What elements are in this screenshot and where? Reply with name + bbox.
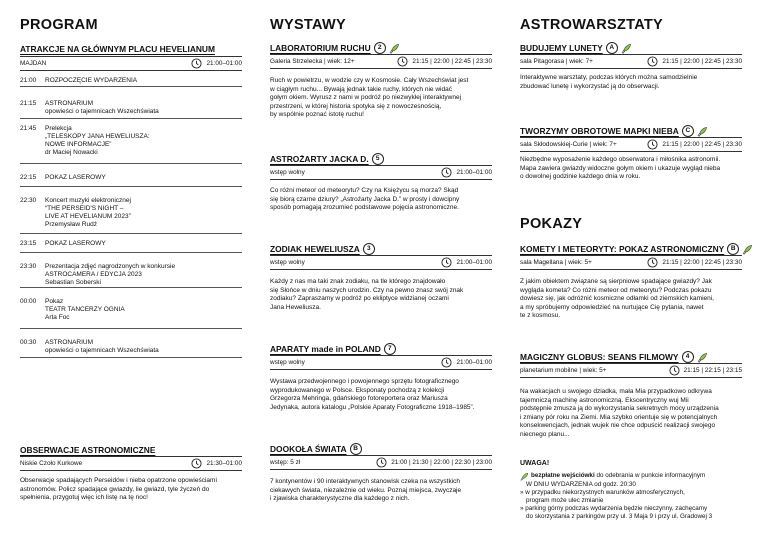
- event-description: [520, 278, 742, 321]
- schedule-time: 22:15: [20, 174, 37, 181]
- desc-line: się Słońce w dniu naszych urodzin. Czy na pewno znasz swój znak: [270, 286, 464, 294]
- event-title-text: ZODIAK HEWELIUSZA: [270, 244, 360, 254]
- map-marker-badge: B: [727, 243, 739, 255]
- event-meta: [270, 455, 492, 470]
- schedule-line: dr Maciej Nowacki: [45, 149, 98, 156]
- schedule-row: [20, 193, 242, 234]
- event-description: [270, 478, 492, 504]
- event-title: [270, 42, 400, 54]
- desc-line: zodiaku? Zapraszamy w podróż po ekliptyce widzianej oczami: [270, 295, 449, 302]
- event-title: [520, 243, 753, 255]
- map-marker-badge: 7: [384, 343, 396, 355]
- desc-line: by wspólnie poznać istotę ruchu!: [270, 111, 364, 118]
- time-label: 21:00–01:00: [456, 359, 492, 366]
- notice-line: [520, 472, 748, 481]
- rocket-icon: [697, 126, 708, 137]
- event-title-text: APARATY made in POLAND: [270, 344, 381, 354]
- main-square-title: ATRAKCJE NA GŁÓWNYM PLACU HEVELIANUM: [20, 44, 215, 54]
- location-label: wstęp wolny: [270, 359, 305, 366]
- desc-line: 7 kontynentów i 90 interaktywnych stanowisk czeka na wszystkich: [270, 478, 461, 485]
- schedule-row: [20, 259, 242, 288]
- event-description: [270, 378, 492, 412]
- event-title: [520, 42, 632, 54]
- clock-icon: [191, 58, 202, 69]
- clock-icon: [376, 457, 387, 468]
- wystawy-heading: WYSTAWY: [270, 17, 346, 33]
- notice-bold: bezpłatne wejściówki: [531, 472, 595, 479]
- schedule-body: [45, 259, 175, 287]
- event-meta: [270, 165, 492, 180]
- desc-line: podstępnie zmusza ją do wykorzystania sekretnych mocy urządzenia: [520, 405, 719, 412]
- location-label: wstęp: 5 zł: [270, 459, 301, 466]
- desc-line: Mapa zawiera gwiazdy widoczne gołym okiem i ukazuje wygląd nieba: [520, 164, 721, 172]
- location-label: wstęp wolny: [270, 169, 305, 176]
- schedule-time: 21:45: [20, 125, 37, 132]
- clock-icon: [669, 365, 680, 376]
- time-label: 21:15 | 22:00 | 22:45 | 23:30: [412, 58, 492, 65]
- time-label: 21:00–01:00: [456, 259, 492, 266]
- event-title-text: MAGICZNY GLOBUS: SEANS FILMOWY: [520, 352, 679, 362]
- event-description: [520, 388, 742, 439]
- event-description: [270, 278, 492, 312]
- schedule-time: 23:30: [20, 263, 37, 270]
- schedule-line: Prezentacja zdjęć nagrodzonych w konkursie: [45, 263, 176, 270]
- location-label: sala Skłodowskiej-Curie | wiek: 7+: [520, 141, 617, 148]
- event-title-text: TWORZYMY OBROTOWE MAPKI NIEBA: [520, 126, 679, 136]
- desc-line: w ciągłym ruchu... Bywają jednak takie ruchy, których nie widać: [270, 85, 452, 93]
- event-description: [520, 156, 742, 182]
- observe-description: [20, 477, 242, 503]
- observe-meta: [20, 456, 242, 471]
- schedule-line: TEATR TANCERZY OGNIA: [45, 306, 125, 313]
- event-title-text: ASTROŻARTY JACKA D.: [270, 154, 369, 164]
- schedule-time: 21:15: [20, 100, 37, 107]
- schedule-row: [20, 73, 242, 87]
- schedule-line: opowieści o tajemnicach Wszechświata: [45, 108, 159, 115]
- desc-line: astronomów. Policz spadające gwiazdy, lie gwiazd, tyle życzeń do: [20, 485, 210, 493]
- schedule-line: Pokaz: [45, 298, 64, 305]
- schedule-row: [20, 96, 242, 119]
- desc-line: i zmiany pór roku na Ziemi. Mia szybko orientuje się w potencjalnych: [520, 413, 718, 421]
- schedule-line: „TELESKOPY JANA HEWELIUSZA:: [45, 133, 150, 140]
- notice-text: bezpłatne wejściówki do odebrania w punkcie informacyjnym: [531, 472, 706, 479]
- map-marker-badge: 4: [682, 351, 694, 363]
- notice-line: [520, 513, 748, 521]
- desc-line: Interaktywne warsztaty, podczas których można samodzielnie: [520, 74, 698, 81]
- map-marker-badge: 2: [374, 42, 386, 54]
- desc-line: tajemniczą machinę astronomiczną. Ekscentryczny wuj Mii: [520, 396, 689, 404]
- schedule-body: [45, 96, 159, 118]
- event-title: [520, 351, 708, 363]
- schedule-body: [45, 294, 125, 328]
- event-title-text: BUDUJEMY LUNETY: [520, 43, 603, 53]
- map-marker-badge: A: [606, 42, 618, 54]
- schedule-body: [45, 193, 131, 233]
- event-title: [270, 153, 384, 165]
- desc-line: Ruch w powietrzu, w wodzie czy w Kosmosie. Cały Wszechświat jest: [270, 77, 469, 84]
- desc-line: ciekawych świata, niezależnie od wieku. Poznaj miejsca, zwyczaje: [270, 486, 462, 494]
- schedule-body: [45, 335, 159, 357]
- schedule-line: POKAZ LASEROWY: [45, 174, 106, 181]
- event-title: [270, 443, 362, 455]
- schedule-line: Sebastian Soberski: [45, 279, 102, 286]
- schedule-body: [45, 236, 106, 252]
- location-label: MAJDAN: [20, 60, 47, 67]
- observe-title: OBSERWACJE ASTRONOMICZNE: [20, 445, 156, 455]
- notice-line: [520, 505, 748, 513]
- notice-title: UWAGA!: [520, 460, 550, 467]
- rocket-icon: [621, 43, 632, 54]
- desc-line: Niezbędne wyposażenie każdego obserwatora i miłośnika astronomii.: [520, 156, 721, 163]
- map-marker-badge: B: [350, 443, 362, 455]
- notice-text: program może ulec zmianie: [526, 497, 604, 504]
- clock-icon: [397, 56, 408, 67]
- time-label: 21:15 | 22:00 | 22:45 | 23:30: [662, 141, 742, 148]
- desc-line: Każdy z nas ma taki znak zodiaku, na tle którego znajdowało: [270, 278, 446, 285]
- desc-line: Grzegorza Mehringa, gdańskiego fotoreportera oraz Mariusza: [270, 395, 448, 402]
- pokazy-heading: POKAZY: [520, 216, 583, 232]
- schedule-line: POKAZ LASEROWY: [45, 240, 106, 247]
- clock-icon: [647, 139, 658, 150]
- time-label: 21:15 | 22:00 | 22:45 | 23:30: [662, 259, 742, 266]
- event-meta: [270, 54, 492, 69]
- location-label: sala Pitagorasa | wiek: 7+: [520, 58, 593, 65]
- schedule-line: ASTROCAMERA / EDYCJA 2023: [45, 271, 142, 278]
- clock-icon: [441, 167, 452, 178]
- desc-line: Jana Heweliusza.: [270, 303, 321, 311]
- desc-line: spełnienia, przygotuj więc ich listę na tę noc!: [20, 494, 148, 501]
- clock-icon: [191, 458, 202, 469]
- desc-line: a my spróbujemy odpowiedzieć na nurtujące Cię pytania, nawet: [520, 303, 704, 311]
- event-meta: [520, 255, 742, 270]
- schedule-line: ROZPOCZĘCIE WYDARZENIA: [45, 77, 138, 84]
- notice-text: » w przypadku niekorzystnych warunków atmosferycznych,: [520, 489, 685, 496]
- time-label: 21:00 | 21:30 | 22:00 | 22:30 | 23:00: [391, 459, 492, 466]
- schedule-body: [45, 121, 150, 163]
- schedule-line: Arta Foc: [45, 314, 70, 321]
- schedule-line: “THE PERSEID'S NIGHT –: [45, 205, 124, 212]
- time-label: 21:30–01:00: [206, 460, 242, 467]
- schedule-line: LIVE AT HEVELIANUM 2023”: [45, 213, 131, 220]
- schedule-row: [20, 294, 242, 329]
- schedule-time: 00:00: [20, 298, 37, 305]
- event-meta: [270, 355, 492, 370]
- rocket-icon: [742, 244, 753, 255]
- event-meta: [520, 137, 742, 152]
- schedule-row: [20, 236, 242, 253]
- location-label: Niskie Czoło Kurkowe: [20, 460, 83, 467]
- schedule-line: Przemysław Rudź: [45, 221, 98, 228]
- location-label: planetarium mobilne | wiek: 5+: [520, 367, 607, 374]
- notice-text: W DNIU WYDARZENIA od godz. 20:30: [526, 481, 636, 488]
- clock-icon: [647, 56, 658, 67]
- notice-line: [520, 497, 748, 505]
- schedule-body: [45, 73, 137, 86]
- desc-line: Jedynaka, autora katalogu „Polskie Aparaty Fotograficzne 1918–1985”.: [270, 403, 475, 411]
- schedule-row: [20, 335, 242, 358]
- event-title: [520, 125, 708, 137]
- clock-icon: [441, 357, 452, 368]
- event-meta: [520, 363, 742, 378]
- desc-line: Obserwacje spadających Perseidów i nieba opatrzone opowieściami: [20, 477, 217, 484]
- clock-icon: [647, 257, 658, 268]
- desc-line: się biorą czarne dziury? „Astrożarty Jacka D.” w prosty i dowcipny: [270, 195, 460, 203]
- schedule-line: opowieści o tajemnicach Wszechświata: [45, 347, 159, 354]
- schedule-body: [45, 170, 106, 186]
- clock-icon: [441, 257, 452, 268]
- rocket-icon: [520, 472, 529, 481]
- main-square-meta: [20, 56, 242, 71]
- schedule-line: Koncert muzyki elektronicznej: [45, 197, 131, 204]
- schedule-line: Prelekcja: [45, 125, 72, 132]
- schedule-time: 21:00: [20, 77, 37, 84]
- event-description: [270, 77, 492, 120]
- event-title: [270, 343, 396, 355]
- time-label: 21:00–01:00: [456, 169, 492, 176]
- event-description: [520, 74, 742, 91]
- event-description: [270, 187, 492, 213]
- map-marker-badge: C: [682, 125, 694, 137]
- event-title-text: LABORATORIUM RUCHU: [270, 43, 371, 53]
- desc-line: przestrzeni, w której historia spotyka się z nowoczesnością,: [270, 102, 442, 110]
- desc-line: o dowolnej godzinie każdego dnia w roku.: [520, 173, 641, 180]
- event-title-text: DOOKOŁA ŚWIATA: [270, 444, 347, 454]
- program-heading: PROGRAM: [20, 17, 98, 33]
- desc-line: i zjawiska charakterystyczne dla każdego z nich.: [270, 495, 410, 502]
- desc-line: wygląda kometa? Co różni meteor od meteorytu? Podczas pokazu: [520, 286, 712, 294]
- notice-line: [520, 489, 748, 497]
- notice-text: do skorzystania z parkingów przy ul. 3 Maja 9 i przy ul. Gradowej 3: [526, 513, 713, 520]
- desc-line: Co różni meteor od meteorytu? Czy na Księżycu są morza? Skąd: [270, 187, 459, 194]
- map-marker-badge: 5: [372, 153, 384, 165]
- notice-line: [520, 481, 748, 489]
- desc-line: konsekwencjach, jednak wujek nie chce odpuścić realizacji swojego: [520, 422, 716, 429]
- schedule-time: 00:30: [20, 339, 37, 346]
- time-label: 21:15 | 22:15 | 23:15: [683, 367, 742, 374]
- desc-line: zbudować lunetę i wykorzystać ją do obserwacji.: [520, 82, 660, 90]
- desc-line: dowiesz się, jak odróżnić kosmiczne odłamki od ziemskich kamieni,: [520, 295, 714, 302]
- desc-line: Z jakim obiektem związane są sierpniowe spadające gwiazdy? Jak: [520, 278, 712, 285]
- time-label: 21:15 | 22:00 | 22:45 | 23:30: [662, 58, 742, 65]
- schedule-row: [20, 121, 242, 164]
- desc-line: te z kosmosu.: [520, 312, 561, 319]
- desc-line: niecnego planu...: [520, 430, 570, 438]
- location-label: wstęp wolny: [270, 259, 305, 266]
- event-title-text: KOMETY I METEORYTY: POKAZ ASTRONOMICZNY: [520, 244, 725, 254]
- notice-text: » parking górny podczas wydarzenia będzie nieczynny, zachęcamy: [520, 505, 708, 512]
- rocket-icon: [697, 352, 708, 363]
- location-label: Galeria Strzelecka | wiek: 12+: [270, 58, 355, 65]
- schedule-line: ASTRONARIUM: [45, 339, 94, 346]
- map-marker-badge: 3: [363, 243, 375, 255]
- notice-list: [520, 472, 748, 521]
- schedule-time: 23:15: [20, 240, 37, 247]
- time-label: 21:00–01:00: [206, 60, 242, 67]
- rocket-icon: [389, 43, 400, 54]
- astrowarsztaty-heading: ASTROWARSZTATY: [520, 17, 664, 33]
- schedule-line: ASTRONARIUM: [45, 100, 94, 107]
- desc-line: sposób pomagają zrozumieć podstawowe pojęcia astronomiczne.: [270, 204, 459, 211]
- schedule-time: 22:30: [20, 197, 37, 204]
- desc-line: Na wakacjach u swojego dziadka, mała Mia przypadkowo odkrywa: [520, 388, 712, 395]
- event-meta: [520, 54, 742, 69]
- event-title: [270, 243, 375, 255]
- desc-line: gołym okiem. Wyrusz z nami w podróż po niezwykłej interaktywnej: [270, 94, 462, 101]
- desc-line: Wystawa przedwojennego i powojennego sprzętu fotograficznego: [270, 378, 459, 385]
- location-label: sala Magellana | wiek: 5+: [520, 259, 592, 266]
- schedule-row: [20, 170, 242, 187]
- event-meta: [270, 255, 492, 270]
- schedule-line: NOWE INFORMACJE”: [45, 141, 112, 148]
- desc-line: wyprodukowanego w Polsce. Eksponaty pochodzą z kolekcji: [270, 386, 445, 394]
